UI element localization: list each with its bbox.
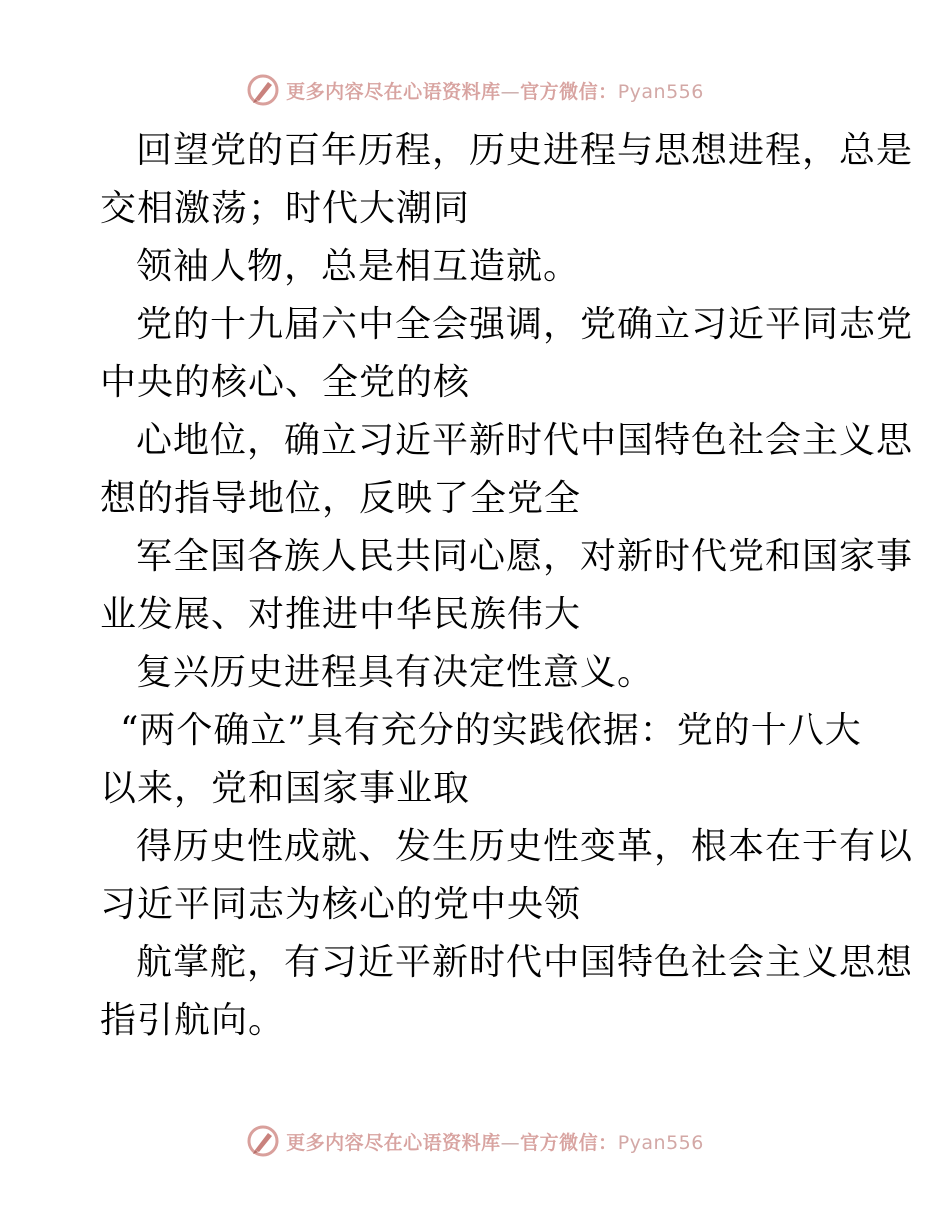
paragraph-3-line-1: 党的十九届六中全会强调，党确立习近平同志党	[136, 304, 914, 345]
paragraph-7-line-2: 以来，党和国家事业取	[100, 768, 471, 809]
paragraph-9-line-2: 指引航向。	[100, 1000, 286, 1041]
header-watermark	[0, 72, 950, 108]
paragraph-8-line-1: 得历史性成就、发生历史性变革，根本在于有以	[136, 826, 914, 867]
paragraph-4-line-2: 想的指导地位，反映了全党全	[100, 478, 582, 519]
paragraph-6-line-1: 复兴历史进程具有决定性意义。	[136, 652, 655, 693]
document-body	[100, 122, 914, 1050]
paragraph-2-line-1: 领袖人物，总是相互造就。	[136, 246, 581, 287]
paragraph-8-line-2: 习近平同志为核心的党中央领	[100, 884, 582, 925]
quill-pen-logo-icon	[246, 1124, 280, 1158]
paragraph-7-line-1: “两个确立”具有充分的实践依据：党的十八大	[120, 710, 862, 751]
footer-watermark	[0, 1123, 950, 1159]
paragraph-1-line-1: 回望党的百年历程，历史进程与思想进程，总是	[136, 130, 914, 171]
paragraph-3-line-2: 中央的核心、全党的核	[100, 362, 471, 403]
paragraph-1-line-2: 交相激荡；时代大潮同	[100, 188, 471, 229]
quill-pen-logo-icon	[246, 73, 280, 107]
paragraph-4-line-1: 心地位，确立习近平新时代中国特色社会主义思	[136, 420, 914, 461]
paragraph-5-line-1: 军全国各族人民共同心愿，对新时代党和国家事	[136, 536, 914, 577]
paragraph-9-line-1: 航掌舵，有习近平新时代中国特色社会主义思想	[136, 942, 914, 983]
watermark-text: 更多内容尽在心语资料库—官方微信：Pyan556	[286, 1131, 704, 1154]
paragraph-5-line-2: 业发展、对推进中华民族伟大	[100, 594, 582, 635]
watermark-text: 更多内容尽在心语资料库—官方微信：Pyan556	[286, 80, 704, 103]
